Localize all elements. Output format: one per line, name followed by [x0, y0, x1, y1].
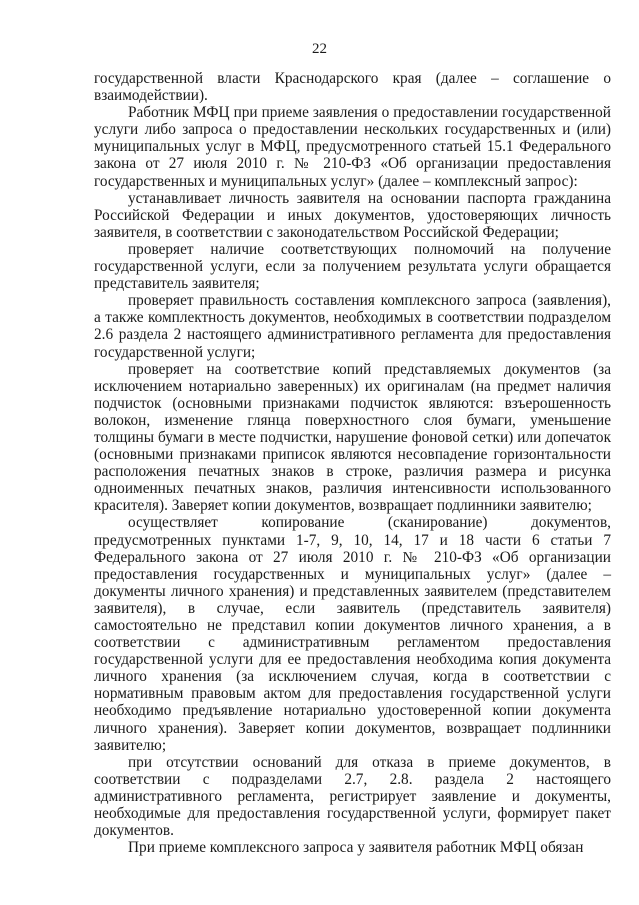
paragraph-identity-check: устанавливает личность заявителя на основании паспорта гражданина Российской Федерации и иных документов, удостоверяющих личность заявителя, в соответствии с законодательством Российской Федерации; [94, 189, 611, 241]
document-body [94, 70, 611, 856]
paragraph-registration: при отсутствии оснований для отказа в приеме документов, в соответствии с подразделами 2.7, 2.8. раздела 2 настоящего административного регламента, регистрирует заявление и документы, необходимые для предоставления государственной услуги, формирует пакет документов. [94, 753, 611, 840]
paragraph-copying: осуществляет копирование (сканирование) документов, предусмотренных пунктами 1-7, 9, 10, 14, 17 и 18 части 6 статьи 7 Федерального закона от 27 июля 2010 г. № 210-ФЗ «Об организации предоставления государственных и муниципальных услуг» (далее – документы личного хранения) и представленных заявителем (представителем заявителя), в случае, если заявитель (представитель заявителя) самостоятельно не представил копии документов личного хранения, а в соответствии с административным регламентом предоставления государственной услуги для ее предоставления необходима копия документа личного хранения (за исключением случая, когда в соответствии с нормативным правовым актом для предоставления государственной услуги необходимо предъявление нотариально удостоверенной копии документа личного хранения). Заверяет копии документов, возвращает подлинники заявителю; [94, 514, 611, 754]
paragraph-authority-check: проверяет наличие соответствующих полномочий на получение государственной услуги, если за получением результата услуги обращается представитель заявителя; [94, 240, 611, 293]
page-number: 22 [312, 41, 327, 57]
paragraph-request-check: проверяет правильность составления комплексного запроса (заявления), а также комплектность документов, необходимых в соответствии подразделом 2.6 раздела 2 настоящего административного регламента для предоставления государственной услуги; [94, 292, 611, 361]
paragraph-mfc-worker-duties: Работник МФЦ при приеме заявления о предоставлении государственной услуги либо запроса о предоставлении нескольких государственных и (или) муниципальных услуг в МФЦ, предусмотренного статьей 15.1 Федерального закона от 27 июля 2010 г. № 210-ФЗ «Об организации предоставления государственных и муниципальных услуг» (далее – комплексный запрос): [94, 104, 611, 190]
paragraph-continuation: государственной власти Краснодарского края (далее – соглашение о взаимодействии). [94, 70, 611, 105]
paragraph-copies-check: проверяет на соответствие копий представляемых документов (за исключением нотариально заверенных) их оригиналам (на предмет наличия подчисток (основными признаками подчисток являются: взъерошенность волокон, изменение глянца поверхностного слоя бумаги, уменьшение толщины бумаги в месте подчистки, нарушение фоновой сетки) или допечаток (основными признаками приписок являются несовпадение горизонтальности расположения печатных знаков в строке, различия размера и рисунка одноименных печатных знаков, различия интенсивности использованного красителя). Заверяет копии документов, возвращает подлинники заявителю; [94, 360, 611, 515]
paragraph-complex-request: При приеме комплексного запроса у заявителя работник МФЦ обязан [128, 839, 584, 857]
